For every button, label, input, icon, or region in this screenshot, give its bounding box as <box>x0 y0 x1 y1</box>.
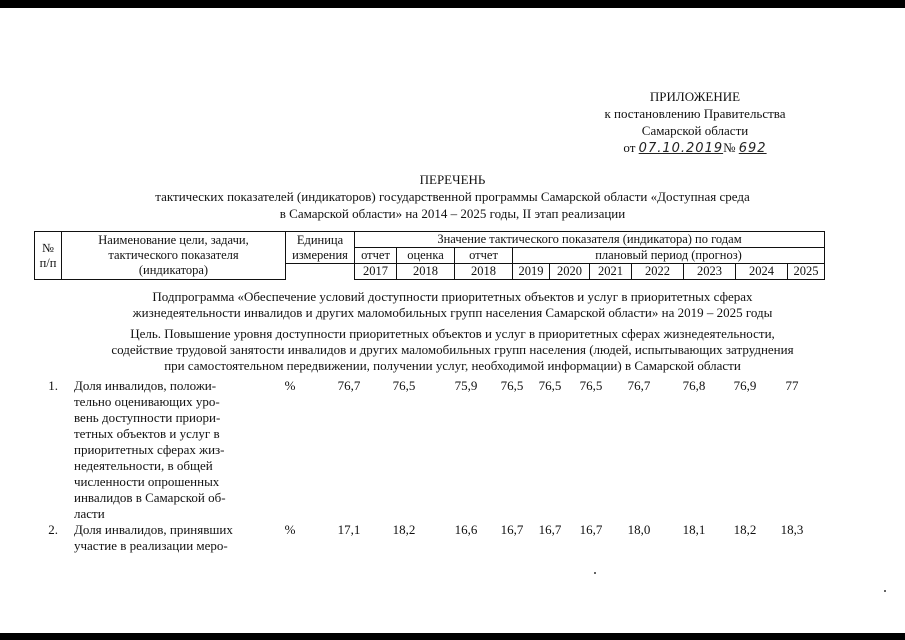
row-value: 16,6 <box>454 522 478 537</box>
num-header-b: п/п <box>39 255 57 270</box>
row-value: 18,2 <box>733 522 757 537</box>
row-value: 16,7 <box>538 522 562 537</box>
handwritten-number: 692 <box>738 141 767 156</box>
report-header-1: отчет <box>355 248 397 264</box>
row-value: 76,5 <box>579 378 603 393</box>
row-value: 76,5 <box>392 378 416 393</box>
year-cell: 2018 <box>397 264 455 280</box>
estimate-header: оценка <box>397 248 455 264</box>
from-label: от <box>623 140 636 155</box>
handwritten-date: 07.10.2019 <box>638 141 724 156</box>
goal-line-3: при самостоятельном передвижении, получении услуг, необходимой информации) в Самарской области <box>164 358 741 373</box>
row-value: 16,7 <box>500 522 524 537</box>
row-value: 16,7 <box>579 522 603 537</box>
year-cell: 2022 <box>632 264 684 280</box>
name-line: вень доступности приори- <box>74 410 221 425</box>
name-line: Доля инвалидов, принявших <box>74 522 233 537</box>
row-value: 18,1 <box>682 522 706 537</box>
title-line-3: в Самарской области» на 2014 – 2025 годы, II этап реализации <box>279 206 626 221</box>
scan-speck <box>884 590 886 592</box>
appendix-resolution: к постановлению Правительства <box>604 106 786 121</box>
row-value: 18,0 <box>627 522 651 537</box>
scan-edge-top <box>0 0 905 8</box>
name-line: участие в реализации меро- <box>74 538 228 553</box>
appendix-block <box>560 88 830 157</box>
subprogram-line-1: Подпрограмма «Обеспечение условий доступности приоритетных объектов и услуг в приоритетных сферах <box>152 289 753 304</box>
values-title: Значение тактического показателя (индикатора) по годам <box>355 232 825 248</box>
appendix-title: ПРИЛОЖЕНИЕ <box>649 89 741 104</box>
row-value: 75,9 <box>454 378 478 393</box>
subprogram-line-2: жизнедеятельности инвалидов и других маломобильных групп населения Самарской области» на 2019 – 2025 годы <box>132 305 773 320</box>
year-cell: 2020 <box>550 264 590 280</box>
row-indicator-name <box>74 378 281 522</box>
number-label: № <box>723 140 736 155</box>
name-line: приоритетных сферах жиз- <box>74 442 225 457</box>
subprogram-heading <box>60 289 845 321</box>
unit-header-empty <box>286 264 355 280</box>
row-value: 76,5 <box>538 378 562 393</box>
row-value: 18,2 <box>392 522 416 537</box>
goal-line-1: Цель. Повышение уровня доступности приоритетных объектов и услуг в приоритетных сферах жизнедеятельности, <box>130 326 775 341</box>
goal-line-2: содействие трудовой занятости инвалидов и других маломобильных групп населения (людей, испытывающих затруднения <box>111 342 794 357</box>
name-header-2: тактического показателя <box>108 248 239 262</box>
name-line: недеятельности, в общей <box>74 458 213 473</box>
indicators-header-table <box>34 231 825 280</box>
year-cell: 2019 <box>513 264 550 280</box>
year-cell: 2023 <box>684 264 736 280</box>
row-value: 76,8 <box>682 378 706 393</box>
name-header-1: Наименование цели, задачи, <box>98 233 249 247</box>
num-header-a: № <box>42 240 54 255</box>
row-value: 77 <box>785 378 799 393</box>
row-value: 18,3 <box>780 522 804 537</box>
unit-header-2: измерения <box>292 247 348 262</box>
name-header <box>62 232 286 280</box>
year-cell: 2025 <box>788 264 825 280</box>
year-cell: 2017 <box>355 264 397 280</box>
appendix-date-line <box>560 139 830 157</box>
plan-period-header: плановый период (прогноз) <box>513 248 825 264</box>
report-header-2: отчет <box>455 248 513 264</box>
name-line: ласти <box>74 506 105 521</box>
scan-edge-bottom <box>0 633 905 640</box>
year-cell: 2018 <box>455 264 513 280</box>
name-line: инвалидов в Самарской об- <box>74 490 226 505</box>
unit-header-1: Единица <box>296 232 344 247</box>
row-value: 17,1 <box>337 522 361 537</box>
name-line: тетных объектов и услуг в <box>74 426 220 441</box>
year-cell: 2021 <box>590 264 632 280</box>
name-line: Доля инвалидов, положи- <box>74 378 217 393</box>
appendix-region: Самарской области <box>641 123 749 138</box>
title-line-2: тактических показателей (индикаторов) государственной программы Самарской области «Доступная среда <box>155 189 750 204</box>
unit-header <box>286 232 355 264</box>
row-unit: % <box>284 522 296 537</box>
scan-speck <box>594 572 596 574</box>
row-number: 1. <box>48 378 58 393</box>
name-line: тельно оценивающих уро- <box>74 394 220 409</box>
row-value: 76,9 <box>733 378 757 393</box>
row-value: 76,5 <box>500 378 524 393</box>
title-heading: ПЕРЕЧЕНЬ <box>419 172 486 187</box>
document-title <box>60 171 845 222</box>
row-indicator-name <box>74 522 281 554</box>
row-value: 76,7 <box>337 378 361 393</box>
goal-heading <box>40 326 865 374</box>
num-header <box>35 232 62 280</box>
row-number: 2. <box>48 522 58 537</box>
name-line: численности опрошенных <box>74 474 220 489</box>
year-cell: 2024 <box>736 264 788 280</box>
row-unit: % <box>284 378 296 393</box>
row-value: 76,7 <box>627 378 651 393</box>
name-header-3: (индикатора) <box>138 263 209 277</box>
